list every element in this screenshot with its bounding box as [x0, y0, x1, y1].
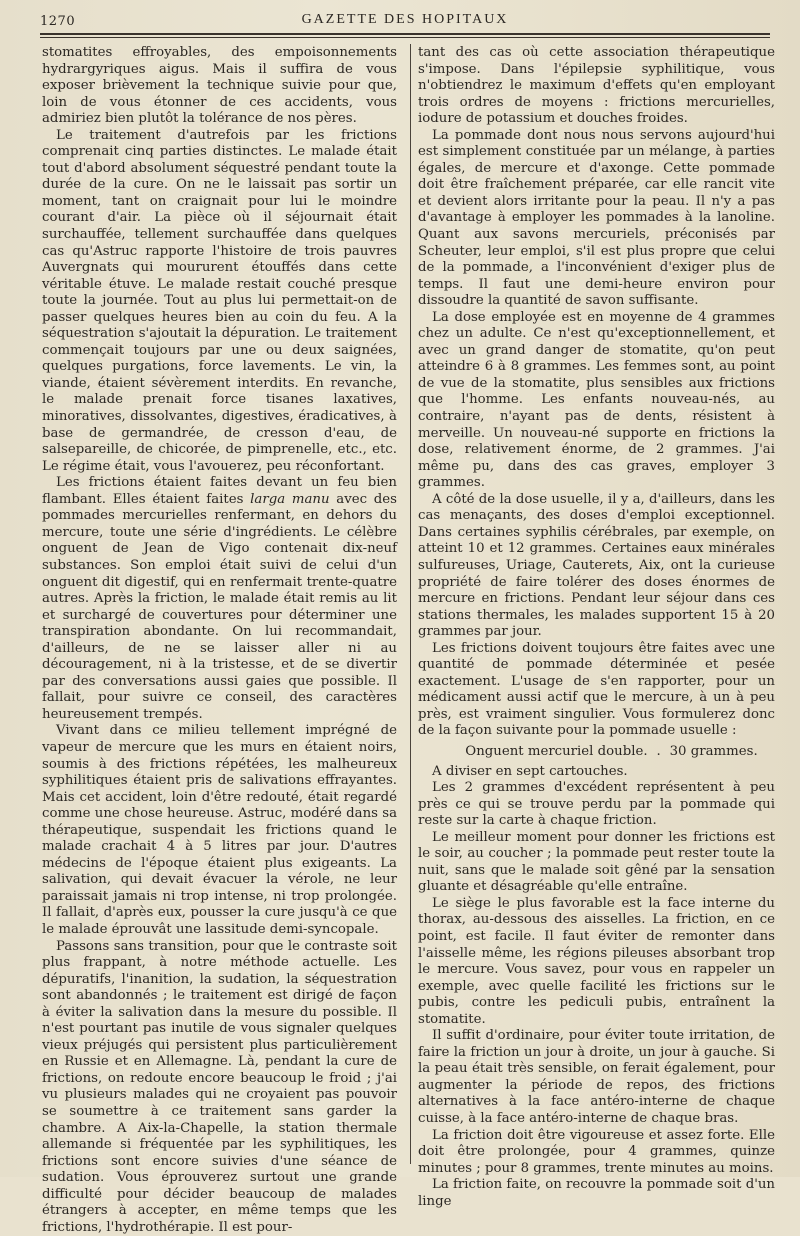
column-divider [410, 44, 411, 1164]
paragraph: La pommade dont nous nous servons aujourd'hui est simplement constituée par un mélange, à parties égales, de mercure et d'axonge. Cette pommade doit être fraîchement préparée, car elle rancit vite et devient alors irritante pour la peau. Il n'y a pas d'avantage à employer les pommades à la lanoline. Quant aux savons mercuriels, préconisés par Scheuter, leur emploi, s'il est plus propre que celui de la pommade, a l'inconvénient d'exiger plus de temps. Il faut une demi-heure environ pour dissoudre la quantité de savon suffisante. [418, 127, 775, 309]
formula-name: Onguent mercuriel double. [465, 743, 648, 759]
latin-phrase: larga manu [250, 491, 330, 507]
paragraph: Passons sans transition, pour que le contraste soit plus frappant, à notre méthode actuelle. Les dépuratifs, l'inanition, la sudation, la séquestration sont abandonnés ; le traitement est dirigé de façon à éviter la salivation dans la mesure du possible. Il n'est pourtant pas inutile de vous signaler quelques vieux préjugés qui persistent plus particulièrement en Russie et en Allemagne. Là, pendant la cure de frictions, on redoute encore beaucoup le froid ; j'ai vu plusieurs malades qui ne croyaient pas pouvoir se soumettre à ce traitement sans garder la chambre. A Aix-la-Chapelle, la station thermale allemande si fréquentée par les syphilitiques, les frictions sont encore suivies d'une séance de sudation. Vous éprouverez surtout une grande difficulté pour décider beaucoup de malades étrangers à accepter, en même temps que les frictions, l'hydrothérapie. Il est pour- [42, 938, 397, 1235]
right-column [418, 45, 775, 1210]
paragraph: A côté de la dose usuelle, il y a, d'ailleurs, dans les cas menaçants, des doses d'emploi exceptionnel. Dans certaines syphilis cérébrales, par exemple, on atteint 10 et 12 grammes. Certaines eaux minérales sulfureuses, Uriage, Cauterets, Aix, ont la curieuse propriété de faire tolérer des doses énormes de mercure en frictions. Pendant leur séjour dans ces stations thermales, les malades supportent 15 à 20 grammes par jour. [418, 491, 775, 640]
paragraph: stomatites effroyables, des empoisonnements hydrargyriques aigus. Mais il suffira de vous exposer brièvement la technique suivie pour que, loin de vous étonner de ces accidents, vous admiriez bien plutôt la tolérance de nos pères. [42, 45, 397, 127]
paragraph: Les 2 grammes d'excédent représentent à peu près ce qui se trouve perdu par la pommade qui reste sur la carte à chaque friction. [418, 780, 775, 829]
left-column [42, 45, 397, 1236]
header-rule [40, 33, 770, 35]
paragraph: Il suffit d'ordinaire, pour éviter toute irritation, de faire la friction un jour à droite, un jour à gauche. Si la peau était très sensible, on ferait également, pour augmenter la période de repos, des frictions alternatives à la face antéro-interne de chaque cuisse, à la face antéro-interne de chaque bras. [418, 1028, 775, 1126]
paragraph: Le meilleur moment pour donner les frictions est le soir, au coucher ; la pommade peut rester toute la nuit, sans que le malade soit gêné par la sensation gluante et désagréable qu'elle entraîne. [418, 829, 775, 895]
paragraph-text: avec des pommades mercurielles renfermant, en dehors du mercure, toute une série d'ingrédients. Le célèbre onguent de Jean de Vigo contenait dix-neuf substances. Son emploi était suivi de celui d'un onguent dit digestif, qui en renfermait trente-quatre autres. Après la friction, le malade était remis au lit et surchargé de couvertures pour déterminer une transpiration abondante. On lui recommandait, d'ailleurs, de ne se laisser aller ni au découragement, ni à la tristesse, et de se divertir par des conversations aussi gaies que possible. Il fallait, pour suivre ce conseil, des caractères heureusement trempés. [42, 491, 397, 722]
formula-quantity: 30 grammes. [669, 743, 758, 759]
paragraph: Le siège le plus favorable est la face interne du thorax, au-dessous des aisselles. La friction, en ce point, est facile. Il faut éviter de remonter dans l'aisselle même, les régions pileuses absorbant trop le mercure. Vous savez, pour vous en rappeler un exemple, avec quelle facilité les frictions sur le pubis, contre les pediculi pubis, entraînent la stomatite. [418, 895, 775, 1027]
paragraph [42, 475, 397, 723]
page-number: 1270 [40, 14, 76, 29]
formula-dots: . [656, 743, 661, 759]
paragraph: La dose employée est en moyenne de 4 grammes chez un adulte. Ce n'est qu'exceptionnellement, et avec un grand danger de stomatite, qu'on peut atteindre 6 à 8 grammes. Les femmes sont, au point de vue de la stomatite, plus sensibles aux frictions que l'homme. Les enfants nouveau-nés, au contraire, n'ayant pas de dents, résistent à merveille. Un nouveau-né supporte en frictions la dose, relativement énorme, de 2 grammes. J'ai même pu, dans des cas graves, employer 3 grammes. [418, 309, 775, 491]
journal-title: GAZETTE DES HOPITAUX [301, 12, 509, 27]
paragraph: A diviser en sept cartouches. [432, 763, 628, 779]
header-rule-thin [40, 37, 770, 38]
paragraph: La friction doit être vigoureuse et assez forte. Elle doit être prolongée, pour 4 grammes, quinze minutes ; pour 8 grammes, trente minutes au moins. [418, 1127, 775, 1176]
page-header [40, 8, 770, 36]
paragraph: Vivant dans ce milieu tellement imprégné de vapeur de mercure que les murs en étaient noirs, soumis à des frictions répétées, les malheureux syphilitiques étaient pris de salivations effrayantes. Mais cet accident, loin d'être redouté, était regardé comme une chose heureuse. Astruc, modéré dans sa thérapeutique, suspendait les frictions quand le malade crachait 4 à 5 litres par jour. D'autres médecins de l'époque étaient plus exigeants. La salivation, qui devait évacuer la vérole, ne leur paraissait jamais ni trop intense, ni trop prolongée. Il fallait, d'après eux, pousser la cure jusqu'à ce que le malade éprouvât une lassitude demi-syncopale. [42, 723, 397, 937]
paragraph: Le traitement d'autrefois par les frictions comprenait cinq parties distinctes. Le malade était tout d'abord absolument séquestré pendant toute la durée de la cure. On ne le laissait pas sortir un moment, tant on craignait pour lui le moindre courant d'air. La pièce où il séjournait était surchauffée, tellement surchauffée dans quelques cas qu'Astruc rapporte l'histoire de trois pauvres Auvergnats qui moururent étouffés dans cette véritable étuve. Le malade restait couché presque toute la journée. Tout au plus lui permettait-on de passer quelques heures bien au coin du feu. A la séquestration s'ajoutait la dépuration. Le traitement commençait toujours par une ou deux saignées, quelques purgations, force lavements. Le vin, la viande, étaient sévèrement interdits. En revanche, le malade prenait force tisanes laxatives, minoratives, dissolvantes, digestives, éradicatives, à base de germandrée, de cresson d'eau, de salsepareille, de chicorée, de pimprenelle, etc., etc. Le régime était, vous l'avouerez, peu réconfortant. [42, 127, 397, 474]
paragraph: Les frictions doivent toujours être faites avec une quantité de pommade déterminée et pesée exactement. L'usage de s'en rapporter, pour un médicament aussi actif que le mercure, à un à peu près, est vraiment singulier. Vous formulerez donc de la façon suivante pour la pommade usuelle : [418, 640, 775, 739]
paragraph-text: Les frictions étaient faites devant un feu bien flambant. Elles étaient faites [42, 475, 397, 507]
paragraph: La friction faite, on recouvre la pommade soit d'un linge [418, 1177, 775, 1209]
paragraph: tant des cas où cette association thérapeutique s'impose. Dans l'épilepsie syphilitique, vous n'obtiendrez le maximum d'effets qu'en employant trois ordres de moyens : frictions mercurielles, iodure de potassium et douches froides. [418, 45, 775, 127]
prescription-formula [418, 744, 775, 761]
